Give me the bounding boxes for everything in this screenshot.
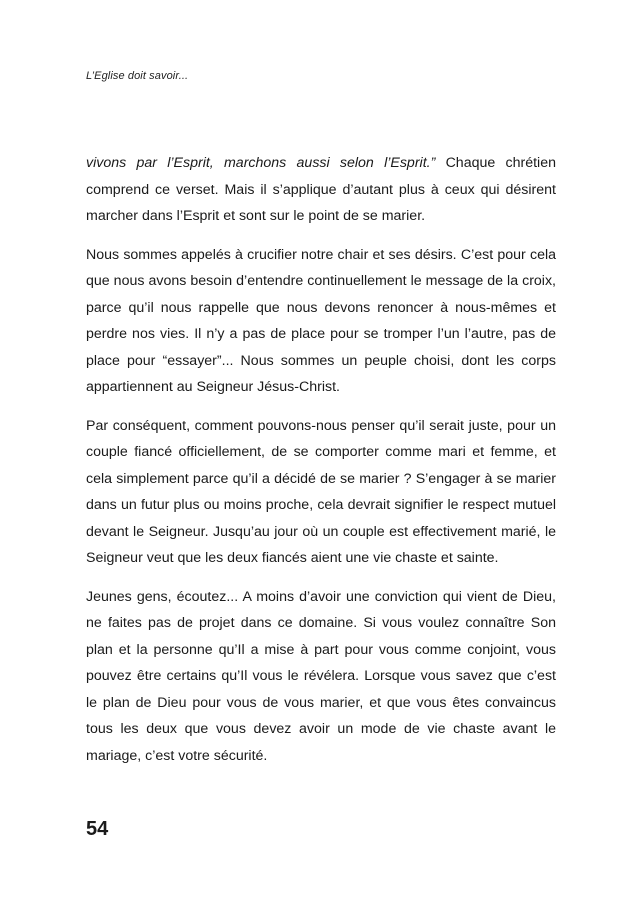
paragraph-4: Jeunes gens, écoutez... A moins d’avoir une conviction qui vient de Dieu, ne faites pas de projet dans ce domaine. Si vous voulez connaître Son plan et la personne qu’Il a mise à part pour vous comme conjoint, vous pouvez être certains qu’Il vous le révélera. Lorsque vous savez que c’est le plan de Dieu pour vous de vous marier, et que vous êtes convaincus tous les deux que vous devez avoir un mode de vie chaste avant le mariage, c’est votre sécurité.: [86, 588, 556, 764]
page-number: 54: [86, 818, 109, 840]
paragraph-3: Par conséquent, comment pouvons-nous penser qu’il serait juste, pour un couple fiancé officiellement, de se comporter comme mari et femme, et cela simplement parce qu’il a décidé de se marier ? S’engager à se marier dans un futur plus ou moins proche, cela devrait signifier le respect mutuel devant le Seigneur. Jusqu’au jour où un couple est effectivement marié, le Seigneur veut que les deux fiancés aient une vie chaste et sainte.: [86, 417, 556, 566]
scripture-quote: vivons par l’Esprit, marchons aussi selon l’Esprit.”: [86, 155, 436, 171]
paragraph-2: Nous sommes appelés à crucifier notre chair et ses désirs. C’est pour cela que nous avons besoin d’entendre continuellement le message de la croix, parce qu’il nous rappelle que nous devons renoncer à nous-mêmes et perdre nos vies. Il n’y a pas de place pour se tromper l’un l’autre, pas de place pour “essayer”... Nous sommes un peuple choisi, dont les corps appartiennent au Seigneur Jésus-Christ.: [86, 246, 556, 395]
paragraph-1-text: Chaque chrétien comprend ce verset. Mais il s’applique d’autant plus à ceux qui désirent marcher dans l’Esprit et sont sur le point de se marier.: [86, 155, 556, 224]
paragraph-1: [86, 150, 556, 230]
running-header-title: L’Eglise doit savoir...: [86, 70, 189, 82]
body-text: [86, 150, 556, 781]
